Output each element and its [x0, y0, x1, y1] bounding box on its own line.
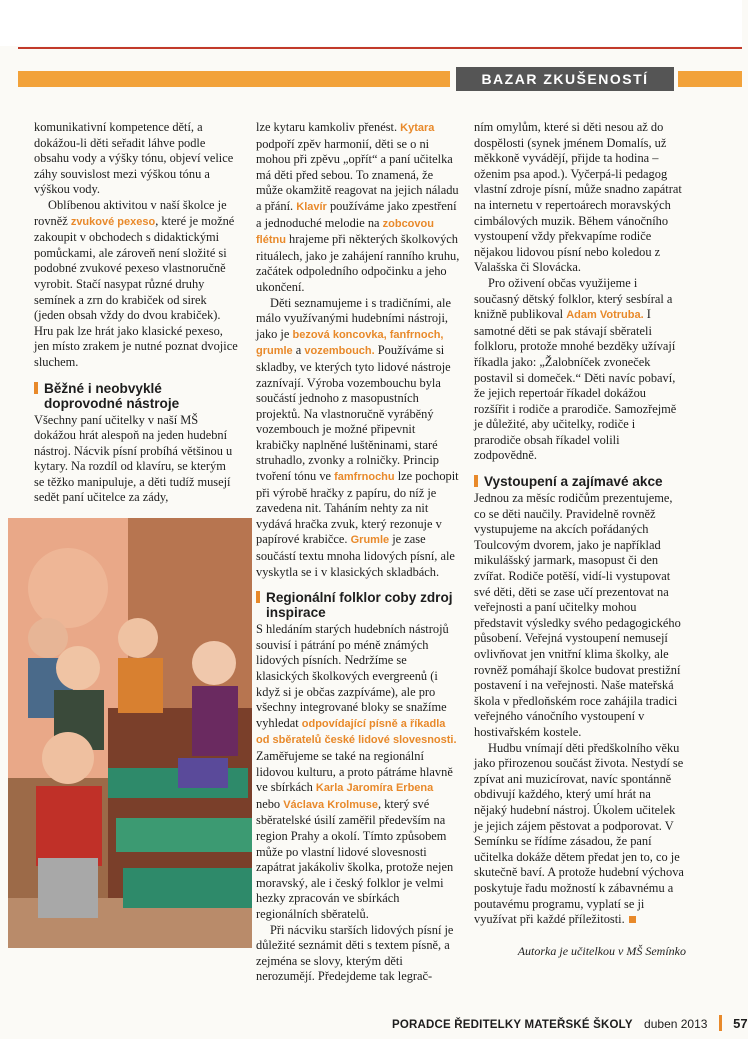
- highlight: Grumle: [350, 534, 390, 547]
- subheading-line: inspirace: [266, 605, 326, 621]
- highlight: vozembouch.: [304, 345, 375, 358]
- highlight: Karla Jaromíra Erbena: [315, 782, 434, 795]
- highlight: Kytara: [400, 122, 435, 134]
- text: je zase součástí textu mnoha lidových písní, ale vyskytla se i v klasických skladbách.: [256, 532, 455, 579]
- text: nebo: [256, 796, 284, 811]
- text: , které je možné zakoupit v obchodech s didaktickými pomůckami, ale zároveň není složité si podobné zvukové pexeso vlastnoručně vyrobit. Stačí nasypat různé druhy semínek a zrn do krabiček od sirek (jeden obsah vždy do dvou krabiček). Hru pak lze hrát jako klasické pexeso, jen místo zrakem je nutné poznat dvojice sluchem.: [34, 213, 238, 369]
- paragraph: Jednou za měsíc rodičům prezentujeme, co se děti naučily. Pravidelně rovněž vystupujeme na akcích pořádaných Toulcovým dvorem, jako je například mikulášský jarmark, masopust či den zvířat. Rodiče potěší, vidí-li vystupovat své děti, děti se zase učí prezentovat na veřejnosti a paní učitelky mohou představit výsledky svého pedagogického působení. Veřejná vystoupení nemusejí ovlivňovat jen vnitřní klima školky, ale rovněž pomáhají školce budovat prestižní postavení i na veřejnosti. Naše mateřská škola v předloňském roce zahájila tradici veřejného vánočního vystoupení v hostivařském kostele.: [474, 491, 681, 739]
- text: , který své sběratelské úsilí zaměřil především na region Prahy a okolí. Tímto způsobem může po vlastní lidové slovesnosti zapátrat jakákoliv školka, protože nejen moravský, ale i český folklor je velmi hezky zpracován ve sbírkách regionálních sběratelů.: [256, 796, 454, 921]
- highlight: zvukové pexeso: [70, 215, 156, 228]
- paragraph: komunikativní kompetence dětí, a dokážou-li děti seřadit láhve podle obsahu vody a výšky tónu, objeví velice záhy souvislost mezi výškou tónu a výškou vody.: [34, 120, 234, 197]
- paragraph: Při nácviku starších lidových písní je důležité seznámit děti s textem písně, a zejména se slovy, kterým děti nerozumějí. Předejdeme tak legrač-: [256, 922, 454, 984]
- highlight: famfrnochu: [334, 471, 395, 484]
- children-photo: [8, 518, 252, 948]
- header-accent-bar-left: [18, 71, 450, 87]
- text-column-2: [256, 120, 460, 985]
- text: lze kytaru kamkoliv přenést.: [256, 120, 401, 134]
- paragraph: [256, 622, 460, 922]
- text: a: [292, 343, 305, 358]
- text: Pro oživení občas využijeme i současný dětský folklor, který sesbíral a knižně publikoval: [474, 275, 673, 322]
- heading-marker: [256, 591, 260, 603]
- issue-date: duben 2013: [644, 1017, 708, 1031]
- paragraph: [34, 198, 238, 371]
- text-column-1: [34, 120, 238, 506]
- highlight: zobcovou flétnu: [256, 217, 434, 247]
- paragraph: [256, 296, 460, 581]
- subheading-line: Regionální folklor coby zdroj: [266, 590, 453, 606]
- page-number: 57: [733, 1016, 748, 1031]
- paragraph: [256, 120, 460, 296]
- text: lze pochopit při výrobě hračky z papíru, do níž je zavedena nit. Taháním nehty za nit vydává hračka zvuk, který rezonuje v papírové krabičce.: [256, 469, 459, 547]
- subheading-line: doprovodné nástroje: [44, 395, 180, 411]
- photo-illustration: [8, 518, 252, 948]
- text: používáme jako zpestření a jednoduché melodie na: [256, 198, 457, 230]
- text-column-3: [474, 120, 684, 928]
- header-accent-bar-right: [678, 71, 742, 87]
- text: I samotné děti se pak stávají sběrateli folkloru, protože mnohé bezděky užívají říkadla jako: „Žalobníček zvoneček postavil si domeček.“ Děti navíc pobaví, že jejich repertoár říkadel dokážou rozšířit i rodiče a prarodiče. Samozřejmě je důležité, aby učitelky, rodiče i prarodiče obsah říkadel volili zodpovědně.: [474, 307, 677, 463]
- heading-marker: [474, 475, 478, 487]
- publication-name: PORADCE ŘEDITELKY MATEŘSKÉ ŠKOLY: [392, 1019, 633, 1031]
- text: podpoří zpěv harmonií, děti se o ni mohou při zpěvu „opřít“ a paní učitelka má děti před sebou. To znamená, že může okamžitě reagovat na jejich náladu a přání.: [256, 136, 459, 213]
- paragraph: ním omylům, které si děti nesou až do dospělosti (synek jménem Domalís, už měkkoně vyvádějí, přijde ta hodina – oženim psa apod.). Vyčerpá-li pedagog vlastní zdroje písní, může snadno zapátrat na internetu v repertoárech moravských cimbálových muzik. Během vánočního vystoupení vždy překvapíme rodiče nějakou lidovou písní nebo koledou z Valašska či Slovácka.: [474, 120, 682, 275]
- top-margin: [0, 0, 742, 46]
- paragraph: [474, 276, 684, 464]
- paragraph: Všechny paní učitelky v naší MŠ dokážou hrát alespoň na jeden hudební nástroj. Nácvik písní probíhá většinou u kytary. Na rozdíl od klavíru, se kterým se těžko manipuluje, a děti tudíž musejí sedět paní učitelce za zády,: [34, 412, 233, 505]
- highlight: odpovídající písně a říkadla od sběratelů české lidové slovesnosti.: [256, 717, 457, 747]
- end-mark-icon: [629, 916, 636, 923]
- text: Používáme si skladby, ve kterých tyto lidové nástroje zaznívají. Výroba vozembouchu byla součástí jednoho z masopustních projektů. Na vlastnoručně vyráběný vozembouch je možné připevnit krabičky naplněné luštěninami, staré struhadlo, zvonky a rolničky. Princip tvoření tónu ve: [256, 343, 451, 484]
- subheading-line: Běžné i neobvyklé: [44, 380, 162, 396]
- subheading: [256, 590, 460, 620]
- text: Hudbu vnímají děti předškolního věku jako přirozenou součást života. Nestydí se zpívat ani muzicírovat, navíc spontánně obdivují každého, který umí hrát na nějaký hudební nástroj. Úkolem učitelek je jejich zájem pěstovat a podporovat. V Semínku se řídíme zásadou, že paní učitelka dokáže dětem předat jen to, co je skutečně baví. A protože hudební výchova poskytuje řadu možností k zábavnému a poutavému programu, vyplatí se ji využívat při každé příležitosti.: [474, 740, 684, 927]
- heading-marker: [34, 382, 38, 394]
- subheading-line: Vystoupení a zajímavé akce: [484, 474, 663, 490]
- footer-separator: [719, 1015, 722, 1031]
- highlight: Václava Krolmuse: [283, 798, 378, 811]
- text: Zaměřujeme se také na regionální lidovou kulturu, a proto pátráme hlavně ve sbírkách: [256, 748, 453, 795]
- highlight: Adam Votruba.: [566, 309, 644, 322]
- section-title: BAZAR ZKUŠENOSTÍ: [456, 67, 674, 91]
- subheading: [34, 381, 238, 411]
- text: Děti seznamujeme i s tradičními, ale málo využívanými hudebními nástroji, jako je: [256, 295, 451, 341]
- text: hrajeme při některých školkových rituálech, jako je zahájení ranního kruhu, začátek odpoledního odpočinku a jeho ukončení.: [256, 232, 460, 294]
- highlight: bezová koncovka, fanfrnoch, grumle: [256, 328, 444, 358]
- subheading: [474, 474, 684, 489]
- top-rule: [18, 47, 742, 49]
- highlight: Klavír: [296, 200, 327, 213]
- author-note: Autorka je učitelkou v MŠ Semínko: [517, 944, 686, 958]
- text: S hledáním starých hudebních nástrojů souvisí i pátrání po méně známých lidových písních. Nedržíme se klasických školkových evergreenů (i když si je občas zazpíváme), ale pro všechny integrované bloky se snažíme vyhledat: [256, 622, 449, 730]
- page-footer: [392, 1015, 748, 1031]
- paragraph: [474, 741, 684, 928]
- text: Oblíbenou aktivitou v naší školce je rovněž: [34, 197, 227, 228]
